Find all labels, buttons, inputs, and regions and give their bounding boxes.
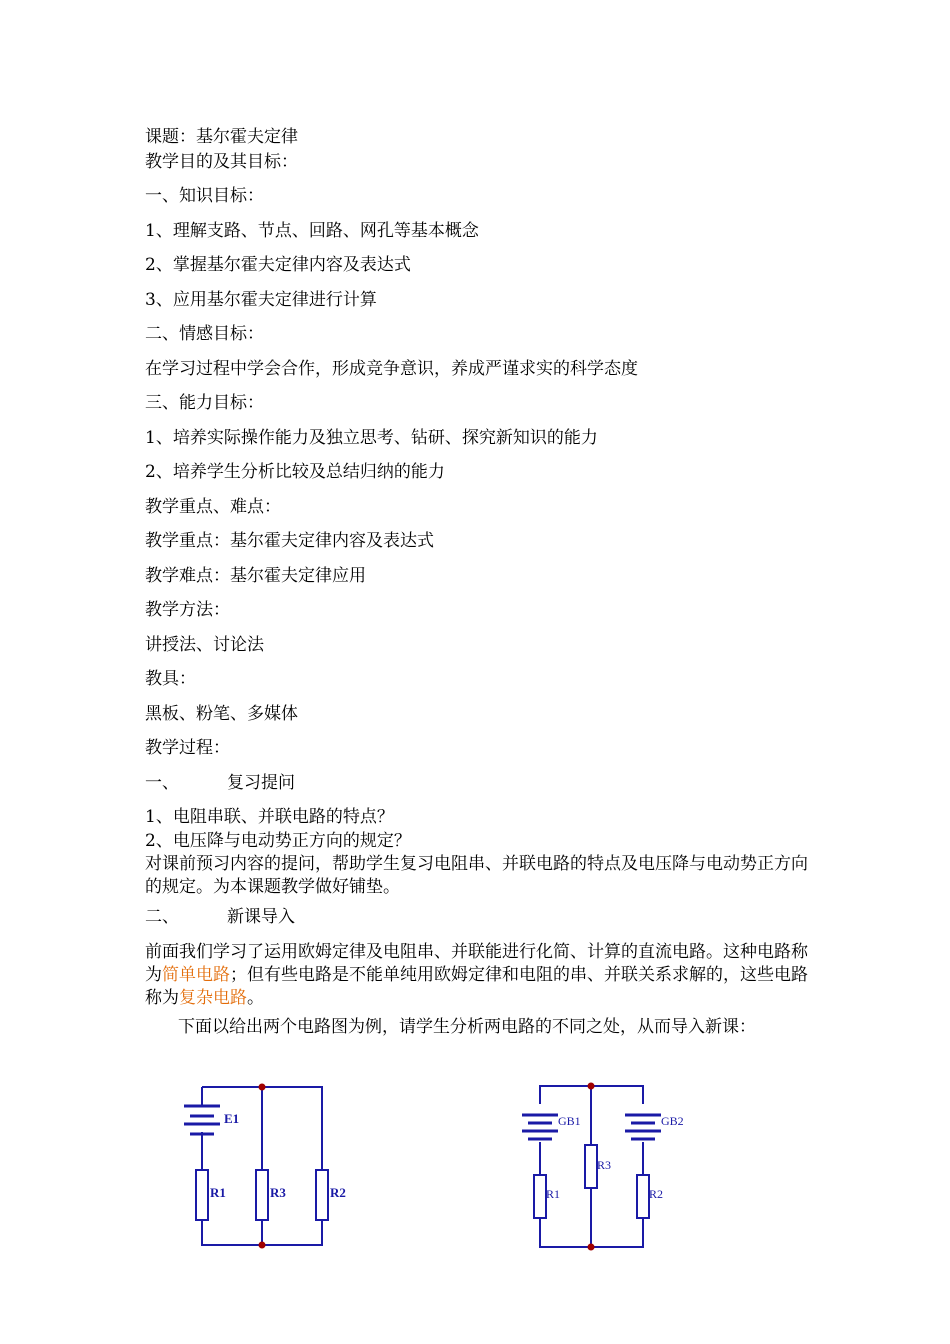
- label-r2: R2: [649, 1187, 664, 1201]
- battery-e1: [184, 1106, 220, 1134]
- method-heading: 教学方法：: [145, 600, 230, 620]
- label-r2: R2: [330, 1185, 346, 1200]
- label-e1: E1: [224, 1111, 240, 1126]
- ability-heading: 三、能力目标：: [145, 393, 264, 413]
- label-gb2: GB2: [661, 1114, 684, 1128]
- label-r1: R1: [210, 1185, 226, 1200]
- intro-text: 。: [247, 988, 264, 1008]
- knowledge-item: 1、理解支路、节点、回路、网孔等基本概念: [145, 221, 479, 241]
- lesson-title: 课题：基尔霍夫定律: [145, 127, 298, 147]
- label-r3: R3: [270, 1185, 286, 1200]
- method-text: 讲授法、讨论法: [145, 635, 264, 655]
- resistor-r3: [256, 1170, 268, 1220]
- goals-heading: 教学目的及其目标：: [145, 152, 298, 172]
- lead-text: 下面以给出两个电路图为例，请学生分析两电路的不同之处，从而导入新课：: [178, 1017, 756, 1037]
- resistor-r2: [637, 1175, 649, 1218]
- knowledge-heading: 一、知识目标：: [145, 186, 264, 206]
- intro-paragraph: [145, 941, 810, 1010]
- term-complex-circuit: 复杂电路: [179, 988, 247, 1008]
- battery-gb1: [522, 1115, 558, 1139]
- review-text: 对课前预习内容的提问，帮助学生复习电阻串、并联电路的特点及电压降与电动势正方向的规定。为本课题教学做好铺垫。: [145, 854, 808, 897]
- tools-heading: 教具：: [145, 669, 196, 689]
- emotion-text: 在学习过程中学会合作，形成竞争意识，养成严谨求实的科学态度: [145, 359, 638, 379]
- circuit-diagram-complex: [500, 1070, 730, 1260]
- emotion-heading: 二、情感目标：: [145, 324, 264, 344]
- label-r1: R1: [546, 1187, 561, 1201]
- intro-text: ；但有些电路是不能单纯用欧姆定律和电阻的串、并联关系求解的，这些电路称为: [145, 965, 808, 1008]
- section-title: 新课导入: [227, 907, 295, 927]
- battery-gb2: [625, 1115, 661, 1139]
- section-number: 二、: [145, 907, 179, 927]
- resistor-r3: [585, 1145, 597, 1188]
- section-heading-intro: [145, 906, 295, 928]
- ability-item: 1、培养实际操作能力及独立思考、钻研、探究新知识的能力: [145, 428, 598, 448]
- key-point: 教学重点：基尔霍夫定律内容及表达式: [145, 531, 434, 551]
- node: [259, 1084, 266, 1091]
- node: [259, 1242, 266, 1249]
- question-item: 1、电阻串联、并联电路的特点？: [145, 807, 394, 827]
- ability-item: 2、培养学生分析比较及总结归纳的能力: [145, 462, 445, 482]
- circuit-diagram-simple: [150, 1070, 380, 1260]
- knowledge-item: 2、掌握基尔霍夫定律内容及表达式: [145, 255, 411, 275]
- key-heading: 教学重点、难点：: [145, 497, 281, 517]
- section-heading-review: [145, 772, 295, 794]
- section-number: 一、: [145, 773, 179, 793]
- resistor-r1: [534, 1175, 546, 1218]
- section-title: 复习提问: [227, 773, 295, 793]
- node: [588, 1244, 595, 1251]
- term-simple-circuit: 简单电路: [162, 965, 230, 985]
- tools-text: 黑板、粉笔、多媒体: [145, 704, 298, 724]
- resistor-r2: [316, 1170, 328, 1220]
- label-gb1: GB1: [558, 1114, 581, 1128]
- knowledge-item: 3、应用基尔霍夫定律进行计算: [145, 290, 377, 310]
- node: [588, 1083, 595, 1090]
- intro-text: 前面我们学习了运用欧姆定律及电阻串、并联能进行化简、计算的直流电路。这种电路称为: [145, 942, 808, 985]
- question-item: 2、电压降与电动势正方向的规定？: [145, 831, 411, 851]
- label-r3: R3: [597, 1158, 612, 1172]
- resistor-r1: [196, 1170, 208, 1220]
- difficult-point: 教学难点：基尔霍夫定律应用: [145, 566, 366, 586]
- process-heading: 教学过程：: [145, 738, 230, 758]
